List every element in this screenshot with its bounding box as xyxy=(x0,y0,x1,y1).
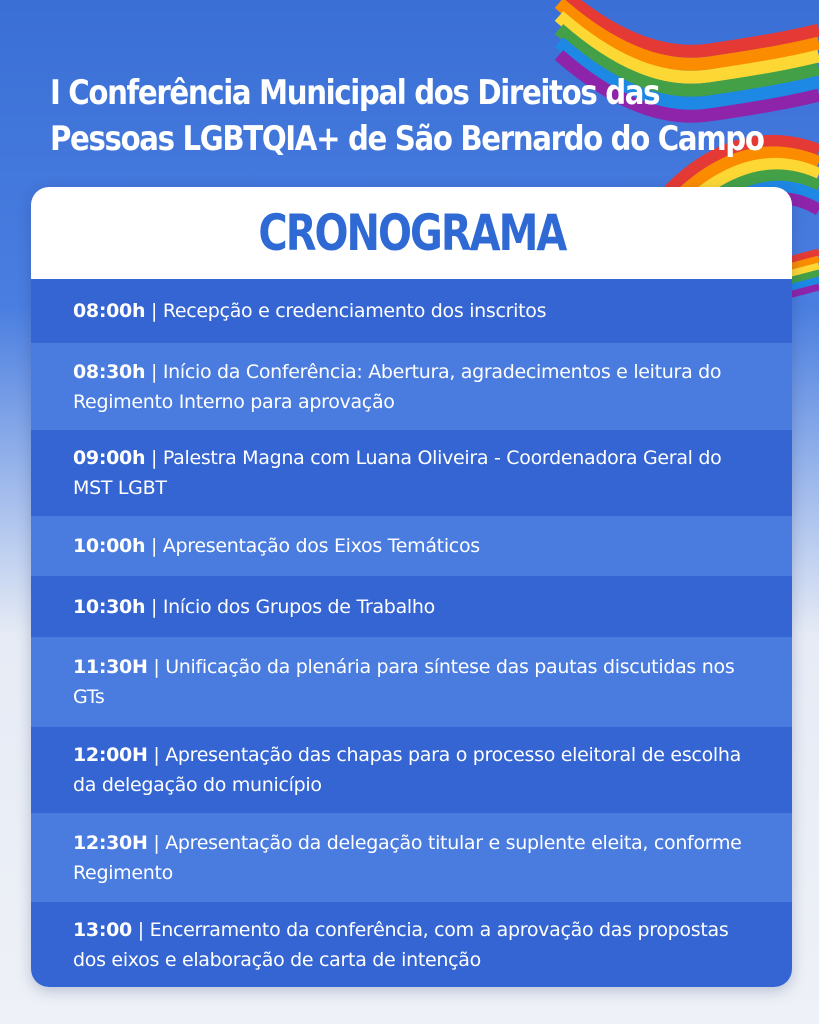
schedule-item: 08:30h | Início da Conferência: Abertura, agradecimentos e leitura do Regimento Interno para aprovação xyxy=(31,343,792,430)
schedule-description: Apresentação das chapas para o processo eleitoral de escolha da delegação do município xyxy=(73,744,741,796)
schedule-item: 11:30H | Unificação da plenária para síntese das pautas discutidas nos GTs xyxy=(31,637,792,727)
schedule-time: 08:00h xyxy=(73,300,146,322)
page-title-line-1: I Conferência Municipal dos Direitos das xyxy=(50,73,660,113)
page-title-line-2: Pessoas LGBTQIA+ de São Bernardo do Campo xyxy=(50,119,764,159)
schedule-time: 10:00h xyxy=(73,535,146,557)
schedule-description: Início da Conferência: Abertura, agradecimentos e leitura do Regimento Interno para aprovação xyxy=(73,360,722,413)
card-title-text: CRONOGRAMA xyxy=(258,204,565,262)
schedule-time: 12:00H xyxy=(73,744,148,766)
schedule-list xyxy=(31,279,792,987)
schedule-description: Início dos Grupos de Trabalho xyxy=(162,595,435,618)
schedule-description: Encerramento da conferência, com a aprovação das propostas dos eixos e elaboração de carta de intenção xyxy=(73,918,729,971)
schedule-description: Palestra Magna com Luana Oliveira - Coordenadora Geral do MST LGBT xyxy=(73,447,722,499)
schedule-time: 12:30H xyxy=(73,831,148,854)
schedule-item: 12:30H | Apresentação da delegação titular e suplente eleita, conforme Regimento xyxy=(31,813,792,902)
schedule-card xyxy=(31,187,792,987)
schedule-item: 12:00H | Apresentação das chapas para o processo eleitoral de escolha da delegação do município xyxy=(31,727,792,813)
schedule-time: 08:30h xyxy=(73,360,146,383)
schedule-item: 13:00 | Encerramento da conferência, com a aprovação das propostas dos eixos e elaboração de carta de intenção xyxy=(31,902,792,987)
schedule-time: 09:00h xyxy=(73,447,146,469)
schedule-item: 10:30h | Início dos Grupos de Trabalho xyxy=(31,576,792,637)
schedule-item: 08:00h | Recepção e credenciamento dos inscritos xyxy=(31,279,792,343)
schedule-description: Recepção e credenciamento dos inscritos xyxy=(162,300,547,322)
schedule-time: 10:30h xyxy=(73,595,146,618)
schedule-description: Unificação da plenária para síntese das pautas discutidas nos GTs xyxy=(73,656,735,708)
card-title xyxy=(31,187,792,279)
schedule-description: Apresentação dos Eixos Temáticos xyxy=(162,535,480,557)
schedule-description: Apresentação da delegação titular e suplente eleita, conforme Regimento xyxy=(73,831,742,884)
schedule-time: 13:00 xyxy=(73,918,132,941)
schedule-item: 09:00h | Palestra Magna com Luana Oliveira - Coordenadora Geral do MST LGBT xyxy=(31,430,792,516)
schedule-time: 11:30H xyxy=(73,656,148,678)
page-title xyxy=(50,70,764,162)
schedule-item: 10:00h | Apresentação dos Eixos Temáticos xyxy=(31,516,792,576)
